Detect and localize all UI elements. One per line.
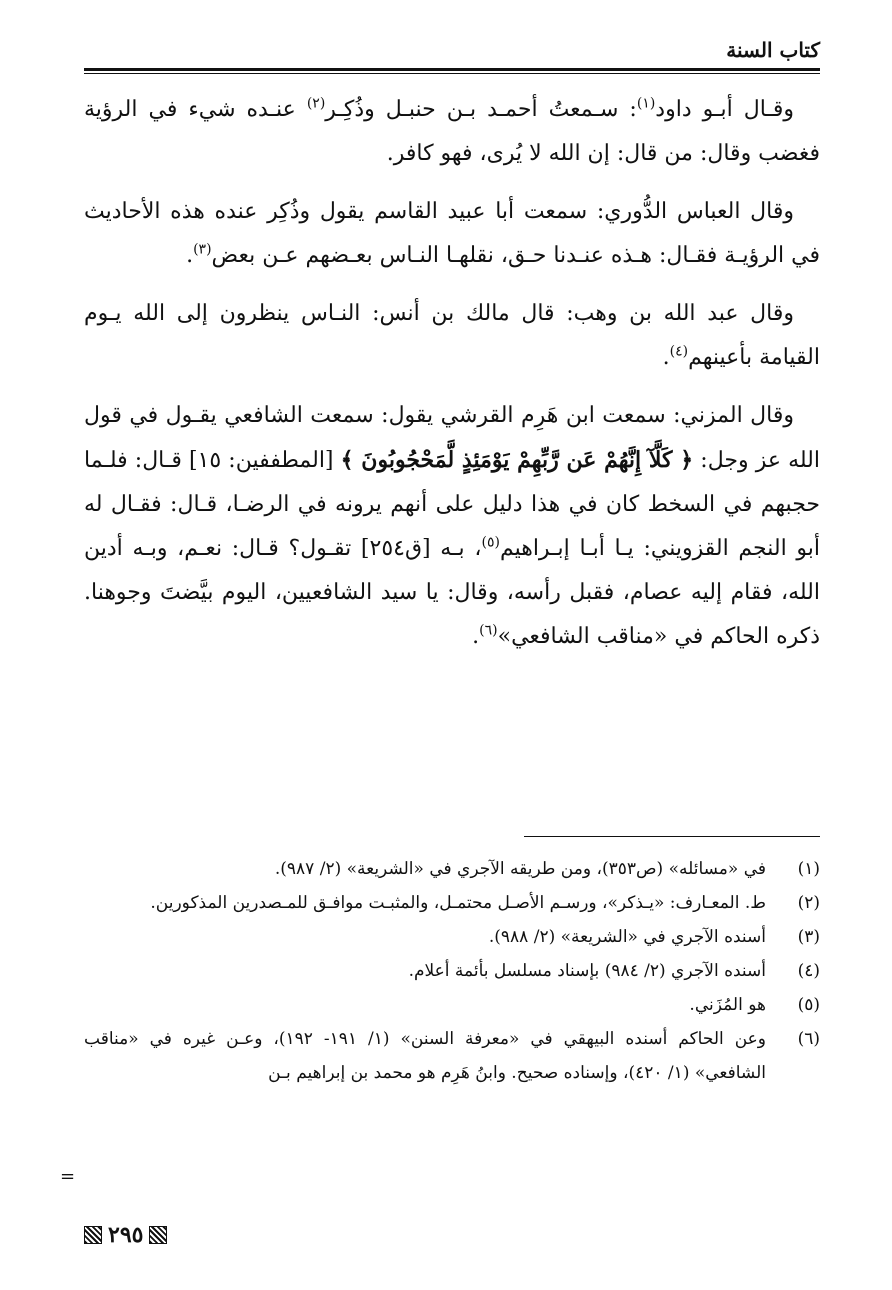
paragraph-1 (84, 88, 820, 176)
footnote-4 (84, 954, 820, 988)
quran-verse: ﴿ كَلَّآ إِنَّهُمْ عَن رَّبِّهِمْ يَوْمَئِذٍ لَّمَحْجُوبُونَ ﴾ (340, 447, 694, 473)
header-rule-thick (84, 68, 820, 71)
page-header (84, 28, 820, 74)
header-rule-thin (84, 73, 820, 74)
footnote-ref-4[interactable]: (٤) (669, 343, 689, 360)
paragraph-3 (84, 292, 820, 380)
page-number-block (84, 1222, 167, 1248)
footnote-number: (٥) (797, 995, 820, 1015)
footnote-text: أسنده الآجري في «الشريعة» (٢/ ٩٨٨). (488, 927, 766, 947)
paragraph-1-part-b: : سـمعتُ أحمـد بـن حنبـل وذُكِـر (325, 97, 637, 122)
paragraph-4-part-d: . (472, 624, 480, 649)
footnote-ref-2[interactable]: (٢) (306, 95, 326, 112)
footnote-text: أسنده الآجري (٢/ ٩٨٤) بإسناد مسلسل بأئمة أعلام. (408, 961, 766, 981)
paragraph-4 (84, 394, 820, 659)
paragraph-2 (84, 190, 820, 278)
footnote-text: وعن الحاكم أسنده البيهقي في «معرفة السنن» (١/ ١٩١- ١٩٢)، وعـن غيره في «مناقب الشافعي» (١/ ٤٢٠)، وإسناده صحيح. وابنُ هَرِم هو محمد بن إبراهيم بـن (84, 1029, 766, 1083)
paragraph-3-part-b: . (662, 345, 670, 370)
footnote-separator (524, 836, 820, 837)
footnote-text: ط. المعـارف: «يـذكر»، ورسـم الأصـل محتمـل، والمثبـت موافـق للمـصدرين المذكورين. (150, 893, 766, 913)
ornament-icon (84, 1226, 102, 1244)
paragraph-4-part-b: [المطففين: ١٥] قـال: فلـما حجبهم في السخط كان في هذا دليل على أنهم يرونه في الرضـا، قـال: فقـال له أبو النجم القزويني: يـا أبـا إبـراهيم (84, 448, 820, 561)
footnote-number: (٣) (797, 927, 820, 947)
footnote-text: هو المُزَني. (689, 995, 766, 1015)
footnote-number: (١) (797, 859, 820, 879)
paragraph-4-part-a: وقال المزني: سمعت ابن هَرِم القرشي يقول: سمعت الشافعي يقـول في قول الله عز وجل: (84, 403, 820, 473)
paragraph-4-part-c: ، بـه [ق٢٥٤] تقـول؟ قـال: نعـم، وبـه أدين الله، فقام إليه عصام، فقبل رأسه، وقال: يا سيد الشافعيين، اليوم بيَّضتَ وجوهنا. ذكره الحاكم في «مناقب الشافعي» (84, 536, 820, 649)
footnote-number: (٤) (797, 961, 820, 981)
footnote-2 (84, 886, 820, 920)
paragraph-1-part-a: وقـال أبـو داود (655, 97, 794, 122)
footnote-3 (84, 920, 820, 954)
paragraph-2-part-b: . (186, 243, 194, 268)
ornament-icon (149, 1226, 167, 1244)
paragraph-1-part-c: عنـده شيء في الرؤية فغضب وقال: من قال: إن الله لا يُرى، فهو كافر. (84, 97, 820, 166)
running-title: كتاب السنة (726, 38, 820, 62)
footnote-5 (84, 988, 820, 1022)
main-text (84, 88, 820, 673)
footnotes (84, 852, 820, 1090)
footnote-6 (84, 1022, 820, 1090)
footnote-ref-1[interactable]: (١) (636, 95, 656, 112)
footnote-number: (٦) (797, 1029, 820, 1049)
footnote-1 (84, 852, 820, 886)
paragraph-3-part-a: وقال عبد الله بن وهب: قال مالك بن أنس: النـاس ينظرون إلى الله يـوم القيامة بأعينهم (84, 301, 820, 370)
footnote-ref-6[interactable]: (٦) (479, 622, 498, 639)
footnote-ref-3[interactable]: (٣) (193, 241, 212, 258)
footnote-text: في «مسائله» (ص٣٥٣)، ومن طريقه الآجري في «الشريعة» (٢/ ٩٨٧). (274, 859, 766, 879)
continuation-mark: = (60, 1166, 76, 1187)
paragraph-2-part-a: وقال العباس الدُّوري: سمعت أبا عبيد القاسم يقول وذُكِر عنده هذه الأحاديث في الرؤيـة فقـال: هـذه عنـدنا حـق، نقلهـا النـاس بعـضهم عـن بعض (84, 199, 820, 268)
footnote-number: (٢) (797, 893, 820, 913)
page-number: ٢٩٥ (108, 1222, 144, 1248)
footnote-ref-5[interactable]: (٥) (481, 534, 500, 551)
